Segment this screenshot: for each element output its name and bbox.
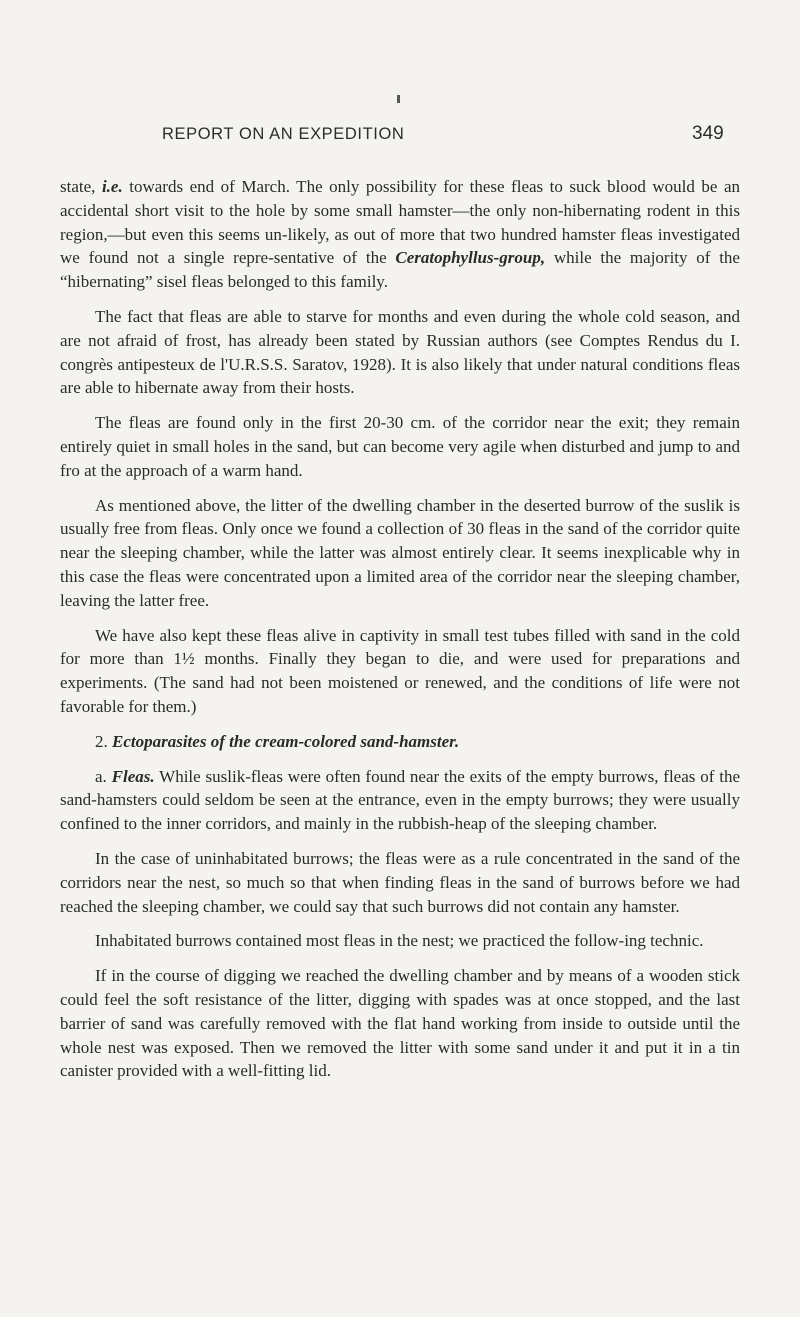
emphasis: i.e. — [101, 177, 123, 196]
paragraph: The fleas are found only in the first 20-30 cm. of the corridor near the exit; they remain entirely quiet in small holes in the sand, but can become very agile when disturbed and jump to and fro at the approach of a warm hand. — [60, 413, 740, 480]
paragraph: The fact that fleas are able to starve for months and even during the whole cold season, and are not afraid of frost, has already been stated by Russian authors (see Comptes Rendus du I. congrès antipesteux de l'U.R.S.S. Saratov, 1928). It is also likely that under natural conditions fleas are able to hibernate away from their hosts. — [60, 306, 740, 398]
section-heading: 2. Ectoparasites of the cream-colored sand-hamster. — [95, 731, 460, 751]
paragraph: If in the course of digging we reached the dwelling chamber and by means of a wooden stick could feel the soft resistance of the litter, digging with spades was at once stopped, and the last barrier of sand was carefully removed with the flat hand working from inside to outside until the whole nest was exposed. Then we removed the litter with some sand under it and put it in a tin canister provided with a well-fitting lid. — [60, 966, 740, 1081]
subsection-title: Fleas. — [111, 766, 155, 786]
section-title: Ectoparasites of the cream-colored sand-hamster. — [112, 731, 460, 751]
paragraph: Inhabitated burrows contained most fleas in the nest; we practiced the follow-ing technic. — [95, 931, 704, 951]
paragraph: We have also kept these fleas alive in captivity in small test tubes filled with sand in the cold for more than 1½ months. Finally they began to die, and were used for preparations and experiments. (The sand had not been moistened or renewed, and the conditions of life were not favorable for them.) — [60, 625, 740, 716]
paragraph: state, i.e. towards end of March. The only possibility for these fleas to suck blood would be an accidental short visit to the hole by some small hamster—the only non-hibernating rodent in this region,—but even this seems un-likely, as out of more that two hundred hamster fleas investigated we found not a single repre-sentative of the Ceratophyllus-group, while the majority of the “hibernating” sisel fleas belonged to this family. — [60, 177, 740, 292]
emphasis: Ceratophyllus-group, — [395, 248, 546, 268]
page-number: 349 — [692, 123, 724, 144]
paragraph: As mentioned above, the litter of the dwelling chamber in the deserted burrow of the suslik is usually free from fleas. Only once we found a collection of 30 fleas in the sand of the corridor quite near the sleeping chamber, while the latter was almost entirely clear. It seems inexplicable why in this case the fleas were concentrated upon a limited area of the corridor near the sleeping chamber, leaving the latter free. — [60, 495, 740, 610]
paragraph: In the case of uninhabitated burrows; the fleas were as a rule concentrated in the sand of the corridors near the nest, so much so that when finding fleas in the sand of burrows before we had reached the sleeping chamber, we could say that such burrows did not contain any hamster. — [60, 848, 740, 916]
print-mark — [397, 95, 400, 103]
page-header — [0, 121, 800, 155]
paragraph: a. Fleas. While suslik-fleas were often found near the exits of the empty burrows, fleas of the sand-hamsters could seldom be seen at the entrance, even in the empty burrows; they were usually confined to the inner corridors, and mainly in the rubbish-heap of the sleeping chamber. — [60, 766, 740, 834]
body-text — [60, 175, 740, 1094]
running-title: REPORT ON AN EXPEDITION — [162, 125, 405, 143]
